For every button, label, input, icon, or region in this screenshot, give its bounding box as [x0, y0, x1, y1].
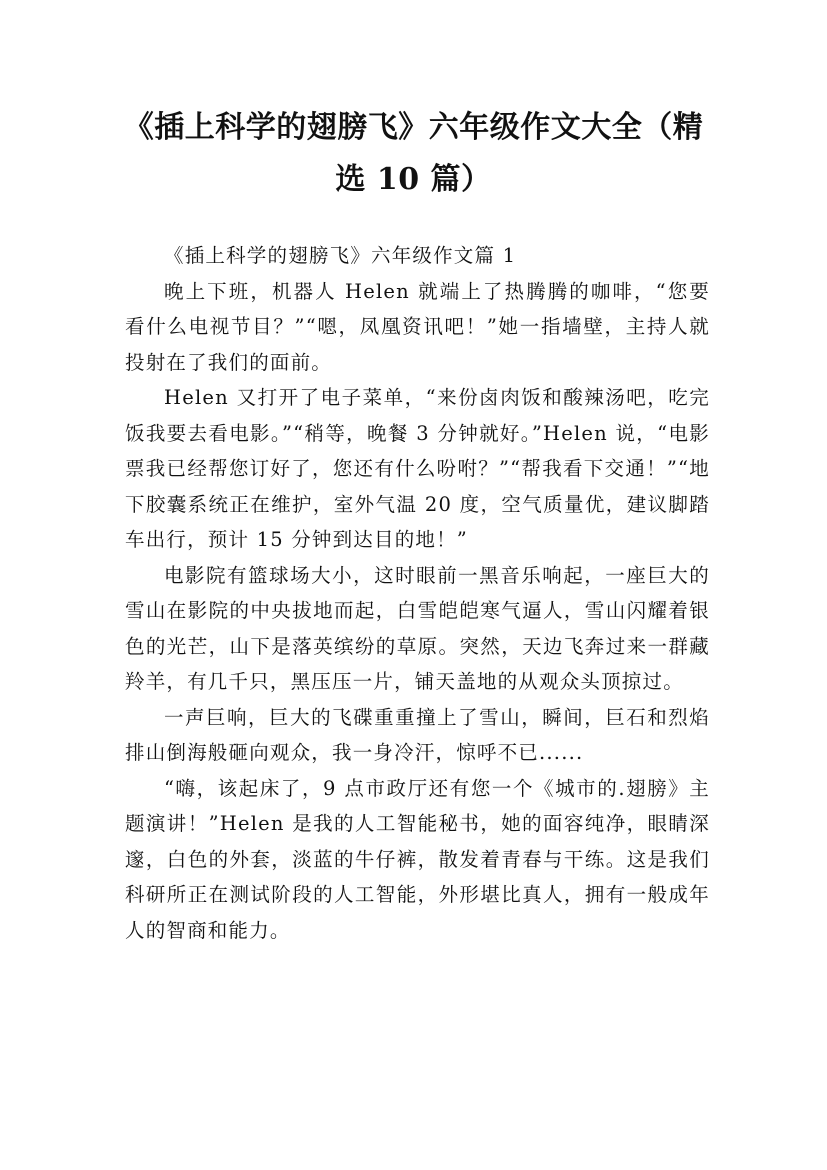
document-body: [125, 238, 710, 948]
document-title: [100, 102, 727, 206]
paragraph: 晚上下班，机器人 Helen 就端上了热腾腾的咖啡，“您要看什么电视节目？”“嗯，凤凰资讯吧！”她一指墙壁，主持人就投射在了我们的面前。: [125, 279, 710, 374]
section-heading: 《插上科学的翅膀飞》六年级作文篇 1: [164, 244, 517, 267]
paragraph: Helen 又打开了电子菜单，“来份卤肉饭和酸辣汤吧，吃完饭我要去看电影。”“稍等，晚餐 3 分钟就好。”Helen 说，“电影票我已经帮您订好了，您还有什么吩咐？”“帮我看下交通！”“地下胶囊系统正在维护，室外气温 20 度，空气质量优，建议脚踏车出行，预计 15 分钟到达目的地！”: [125, 386, 710, 551]
title-line-2: 选 10 篇）: [335, 162, 492, 197]
paragraph: 电影院有篮球场大小，这时眼前一黑音乐响起，一座巨大的雪山在影院的中央拔地而起，白雪皑皑寒气逼人，雪山闪耀着银色的光芒，山下是落英缤纷的草原。突然，天边飞奔过来一群藏羚羊，有几千只，黑压压一片，铺天盖地的从观众头顶掠过。: [125, 563, 710, 693]
paragraph: “嗨，该起床了，9 点市政厅还有您一个《城市的.翅膀》主题演讲！”Helen 是我的人工智能秘书，她的面容纯净，眼睛深邃，白色的外套，淡蓝的牛仔裤，散发着青春与干练。这是我们科研所正在测试阶段的人工智能，外形堪比真人，拥有一般成年人的智商和能力。: [125, 776, 710, 942]
paragraph: 一声巨响，巨大的飞碟重重撞上了雪山，瞬间，巨石和烈焰排山倒海般砸向观众，我一身冷汗，惊呼不已......: [125, 705, 710, 764]
title-line-1: 《插上科学的翅膀飞》六年级作文大全（精: [123, 110, 704, 145]
